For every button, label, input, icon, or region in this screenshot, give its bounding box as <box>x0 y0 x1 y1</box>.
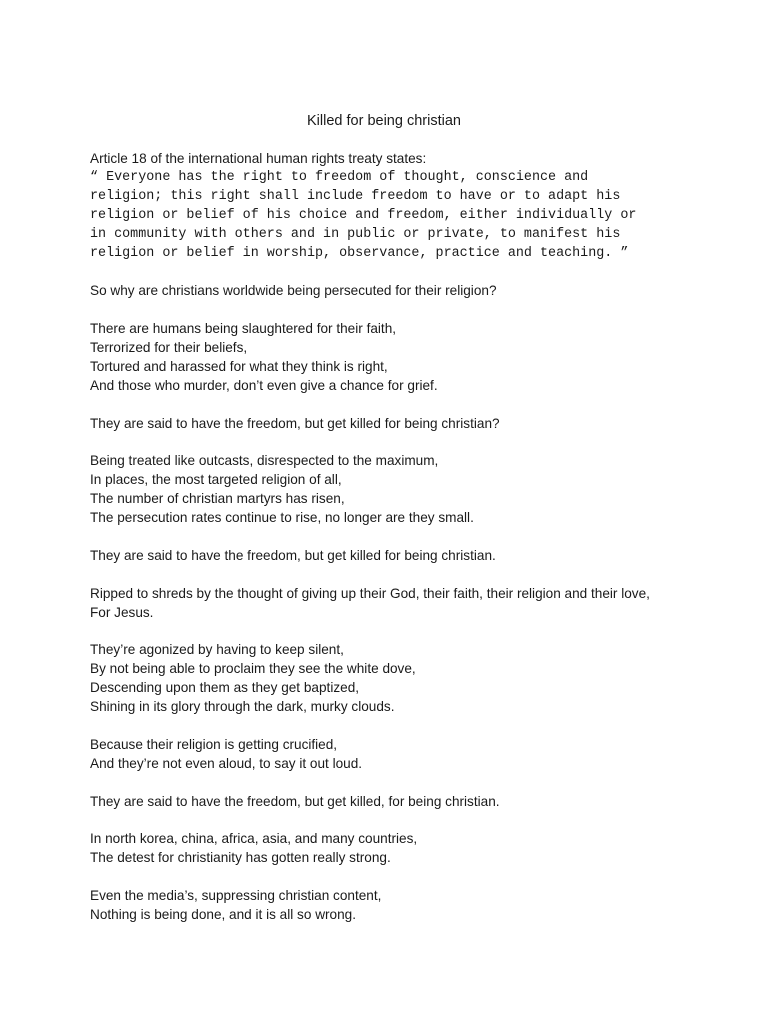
quote-line: “ Everyone has the right to freedom of thought, conscience and <box>90 169 589 185</box>
quote-line: religion or belief in worship, observance, practice and teaching. ” <box>90 245 629 261</box>
stanza-1 <box>90 320 730 396</box>
verse-line: They’re agonized by having to keep silent, <box>90 642 344 658</box>
verse-line: Even the media’s, suppressing christian content, <box>90 888 382 904</box>
document-title: Killed for being christian <box>307 113 461 129</box>
verse-line: And those who murder, don’t even give a chance for grief. <box>90 377 438 393</box>
verse-line: And they’re not even aloud, to say it out loud. <box>90 755 363 771</box>
verse-line: In places, the most targeted religion of all, <box>90 472 342 488</box>
verse-line: Because their religion is getting crucified, <box>90 736 338 752</box>
verse-line: By not being able to proclaim they see the white dove, <box>90 661 416 677</box>
verse-line: The persecution rates continue to rise, no longer are they small. <box>90 510 474 526</box>
question-line: So why are christians worldwide being persecuted for their religion? <box>90 283 497 299</box>
verse-line: The number of christian martyrs has risen, <box>90 491 345 507</box>
verse-line: Ripped to shreds by the thought of giving up their God, their faith, their religion and their love, <box>90 585 650 601</box>
verse-line: Nothing is being done, and it is all so wrong. <box>90 907 356 923</box>
article-quote <box>90 169 730 264</box>
stanza-5 <box>90 736 730 774</box>
verse-line: For Jesus. <box>90 604 154 620</box>
verse-line: Tortured and harassed for what they think is right, <box>90 358 388 374</box>
verse-line: The detest for christianity has gotten really strong. <box>90 850 391 866</box>
stanza-3 <box>90 585 730 623</box>
verse-line: In north korea, china, africa, asia, and many countries, <box>90 831 418 847</box>
quote-line: religion or belief of his choice and freedom, either individually or <box>90 207 637 223</box>
verse-line: Shining in its glory through the dark, murky clouds. <box>90 699 395 715</box>
stanza-4 <box>90 641 730 717</box>
document-body <box>90 150 730 944</box>
refrain-3: They are said to have the freedom, but get killed, for being christian. <box>90 793 500 809</box>
quote-line: religion; this right shall include freedom to have or to adapt his <box>90 188 621 204</box>
verse-line: Descending upon them as they get baptized, <box>90 680 360 696</box>
stanza-7 <box>90 887 730 925</box>
quote-line: in community with others and in public or private, to manifest his <box>90 226 621 242</box>
refrain-1: They are said to have the freedom, but get killed for being christian? <box>90 415 500 431</box>
verse-line: Terrorized for their beliefs, <box>90 340 248 356</box>
stanza-2 <box>90 452 730 528</box>
verse-line: There are humans being slaughtered for their faith, <box>90 321 397 337</box>
refrain-2: They are said to have the freedom, but get killed for being christian. <box>90 547 496 563</box>
intro-line: Article 18 of the international human rights treaty states: <box>90 151 427 166</box>
verse-line: Being treated like outcasts, disrespected to the maximum, <box>90 453 439 469</box>
stanza-6 <box>90 830 730 868</box>
